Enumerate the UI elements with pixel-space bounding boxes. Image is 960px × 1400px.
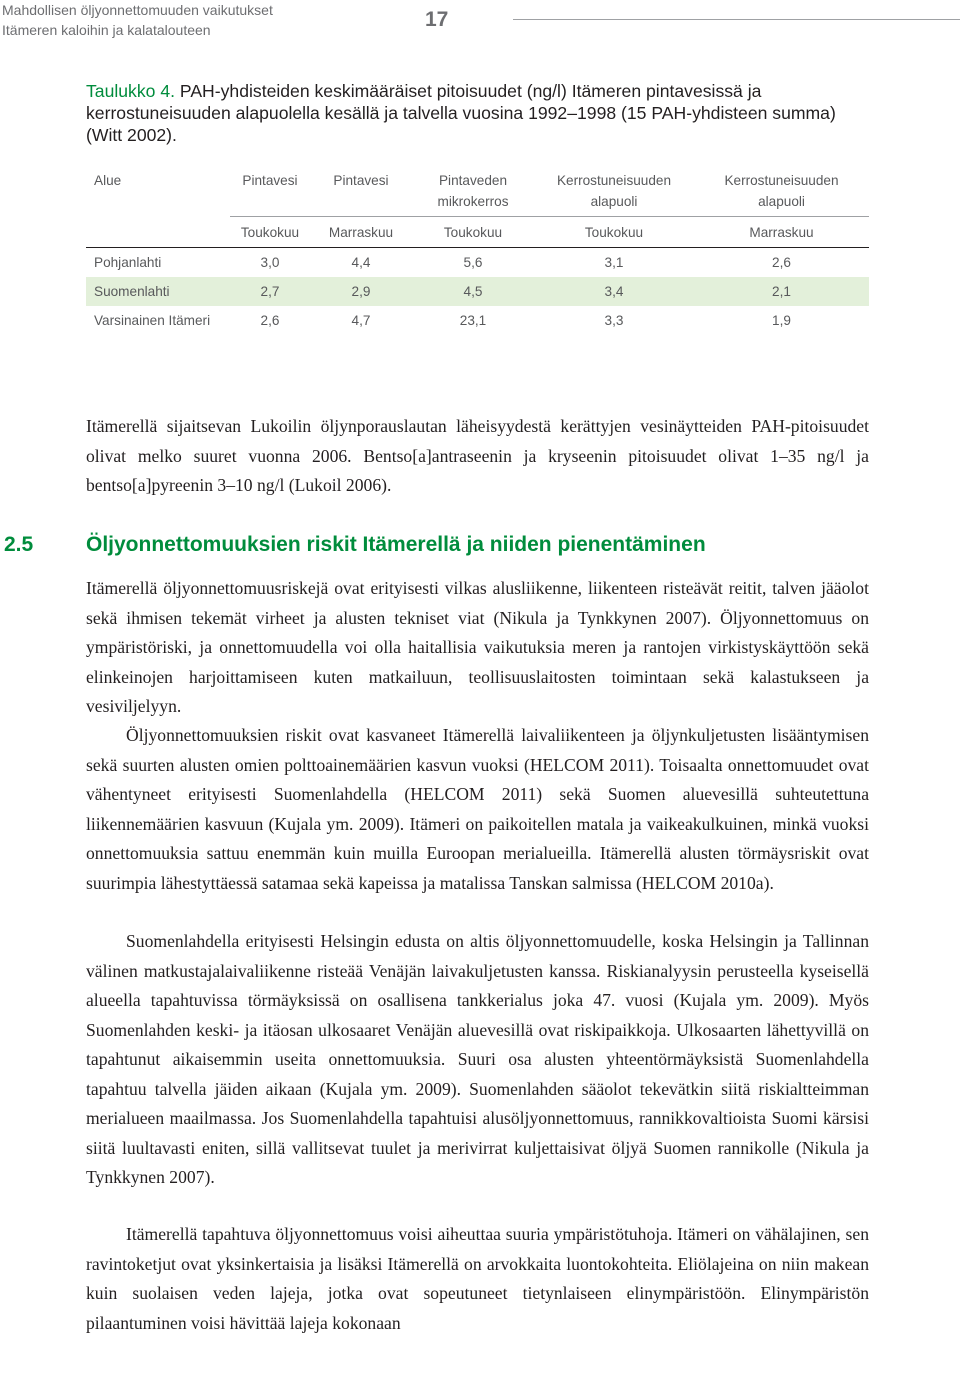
- subheader-cell: Toukokuu: [230, 217, 310, 248]
- paragraph: Itämerellä öljyonnettomuusriskejä ovat erityisesti vilkas alusliikenne, liikenteen risteävät reitit, talven jääolot sekä ihmisen tekemät virheet ja alusten tekniset viat (Nikula ja Tynkkynen 2007). Öljyonnettomuus on ympäristöriski, ja onnettomuudella voi olla haitallisia vaikutuksia meren ja rantojen virkistyskäyttöön sekä elinkeinojen harjoittamiseen kuten matkailuun, teollisuuslaitosten toimintaan sekä kalastukseen ja vesiviljelyyn.: [86, 578, 869, 716]
- subheader-cell: Marraskuu: [310, 217, 412, 248]
- table-row: [86, 306, 869, 335]
- section-heading: [4, 533, 706, 557]
- subheader-cell: Marraskuu: [694, 217, 869, 248]
- table-cell: 1,9: [772, 313, 791, 328]
- header-cell: Pintavesi: [242, 173, 298, 188]
- paragraph-intro: Itämerellä sijaitsevan Lukoilin öljynporauslautan läheisyydestä kerättyjen vesinäytteiden PAH-pitoisuudet olivat melko suuret vuonna 2006. Bentso[a]antraseenin ja kryseenin pitoisuudet olivat 1–35 ng/l ja bentso[a]pyreenin 3–10 ng/l (Lukoil 2006).: [86, 416, 869, 495]
- table-header-row: [86, 170, 869, 217]
- table-cell: 5,6: [463, 255, 483, 270]
- paragraph: Öljyonnettomuuksien riskit ovat kasvaneet Itämerellä laivaliikenteen ja öljynkuljetusten lisääntymisen sekä suurten alusten omien polttoainemäärien kasvun vuoksi (HELCOM 2011). Toisaalta onnettomuudet ovat vähentyneet erityisesti Suomenlahdella (HELCOM 2011) sekä Suomen aluevesillä suhteutettuna liikennemäärien kasvuun (Kujala ym. 2009). Itämeri on paikoitellen matala ja vaikeakulkuinen, minkä vuoksi onnettomuuksia sattuu enemmän kuin muilla Euroopan merialueilla. Itämerellä alusten törmäysriskit ovat suurimpia lähestyttäessä satamaa sekä kapeissa ja matalissa Tanskan salmissa (HELCOM 2010a).: [86, 725, 869, 893]
- running-head: [2, 0, 273, 40]
- header-cell: Pintavesi: [333, 173, 389, 188]
- subheader-cell: Toukokuu: [534, 217, 694, 248]
- table-cell: 3,1: [604, 255, 624, 270]
- pah-table: [86, 170, 869, 335]
- table-cell: 4,7: [351, 313, 371, 328]
- table-cell: 3,4: [534, 277, 694, 306]
- table-caption-text: PAH-yhdisteiden keskimääräiset pitoisuudet (ng/l) Itämeren pintavesissä ja kerrostuneisuuden alapuolella kesällä ja talvella vuosina 1992–1998 (15 PAH-yhdisteen summa) (Witt 2002).: [86, 81, 836, 145]
- running-head-line-1: Mahdollisen öljyonnettomuuden vaikutukset: [2, 2, 273, 18]
- table-cell: 2,7: [230, 277, 310, 306]
- table-cell: 3,0: [260, 255, 280, 270]
- section-number: 2.5: [4, 533, 34, 556]
- subheader-cell: Toukokuu: [412, 217, 534, 248]
- header-rule: [513, 19, 960, 20]
- table-cell: 2,6: [772, 255, 791, 270]
- running-head-line-2: Itämeren kaloihin ja kalatalouteen: [2, 22, 211, 38]
- table-cell: 3,3: [604, 313, 624, 328]
- paragraph: Suomenlahdella erityisesti Helsingin edusta on altis öljyonnettomuudelle, koska Helsingin ja Tallinnan välinen matkustajalaivaliikenne risteää Venäjän laivakuljetusten kanssa. Riskianalyysin perusteella kyseisellä alueella tapahtuvissa törmäyksissä on osallisena tankkerialus joka 47. vuosi (Kujala ym. 2009). Myös Suomenlahden keski- ja itäosan ulkosaaret Venäjän aluevesillä ovat riskipaikkoja. Ulkosaarten lähettyvillä on tapahtunut aikaisemmin useita onnettomuuksia. Suuri osa alusten yhteentörmäyksistä Suomenlahdella tapahtuu talvella jäiden aikaan (Kujala ym. 2009). Suomenlahden sääolot tekevätkin siitä riskialtteimman merialueen maailmassa. Jos Suomenlahdella tapahtuisi alusöljyonnettomuus, rannikkovaltioista Suomi kärsisi siitä luultavasti eniten, sillä vallitsevat tuulet ja merivirrat kuljettaisivat öljyä Suomen rannikolle (Nikula ja Tynkkynen 2007).: [86, 931, 869, 1187]
- table-caption-label: Taulukko 4.: [86, 81, 175, 101]
- table-cell: 2,9: [310, 277, 412, 306]
- table-row: [86, 248, 869, 278]
- subheader-cell: [86, 217, 230, 248]
- table-cell: 23,1: [459, 313, 487, 328]
- table-cell: 2,1: [694, 277, 869, 306]
- header-cell: Kerrostuneisuuden alapuoli: [556, 173, 672, 209]
- table-cell: 4,5: [412, 277, 534, 306]
- table-cell: 2,6: [260, 313, 280, 328]
- table-cell-region: Suomenlahti: [86, 277, 230, 306]
- table-subheader-row: [86, 217, 869, 248]
- table-caption: [86, 80, 876, 146]
- paragraph: Itämerellä tapahtuva öljyonnettomuus voisi aiheuttaa suuria ympäristötuhoja. Itämeri on vähälajinen, sen ravintoketjut ovat yksinkertaisia ja lisäksi Itämerellä on arvokkaita luontokohteita. Eliölajeina on niin makean kuin suolaisen veden lajeja, jotka ovat sopeutuneet tietynlaiseen elinympäristöön. Elinympäristön pilaantuminen voisi hävittää lajeja kokonaan: [86, 1224, 869, 1333]
- page-number: 17: [425, 8, 449, 31]
- header-cell: Pintaveden mikrokerros: [437, 173, 509, 209]
- table-row: [86, 277, 869, 306]
- table-cell-region: Varsinainen Itämeri: [94, 313, 211, 328]
- header-cell: Kerrostuneisuuden alapuoli: [724, 173, 839, 209]
- table-cell-region: Pohjanlahti: [94, 255, 162, 270]
- section-title: Öljyonnettomuuksien riskit Itämerellä ja niiden pienentäminen: [86, 533, 706, 556]
- table-cell: 4,4: [351, 255, 371, 270]
- header-cell: Alue: [94, 173, 122, 188]
